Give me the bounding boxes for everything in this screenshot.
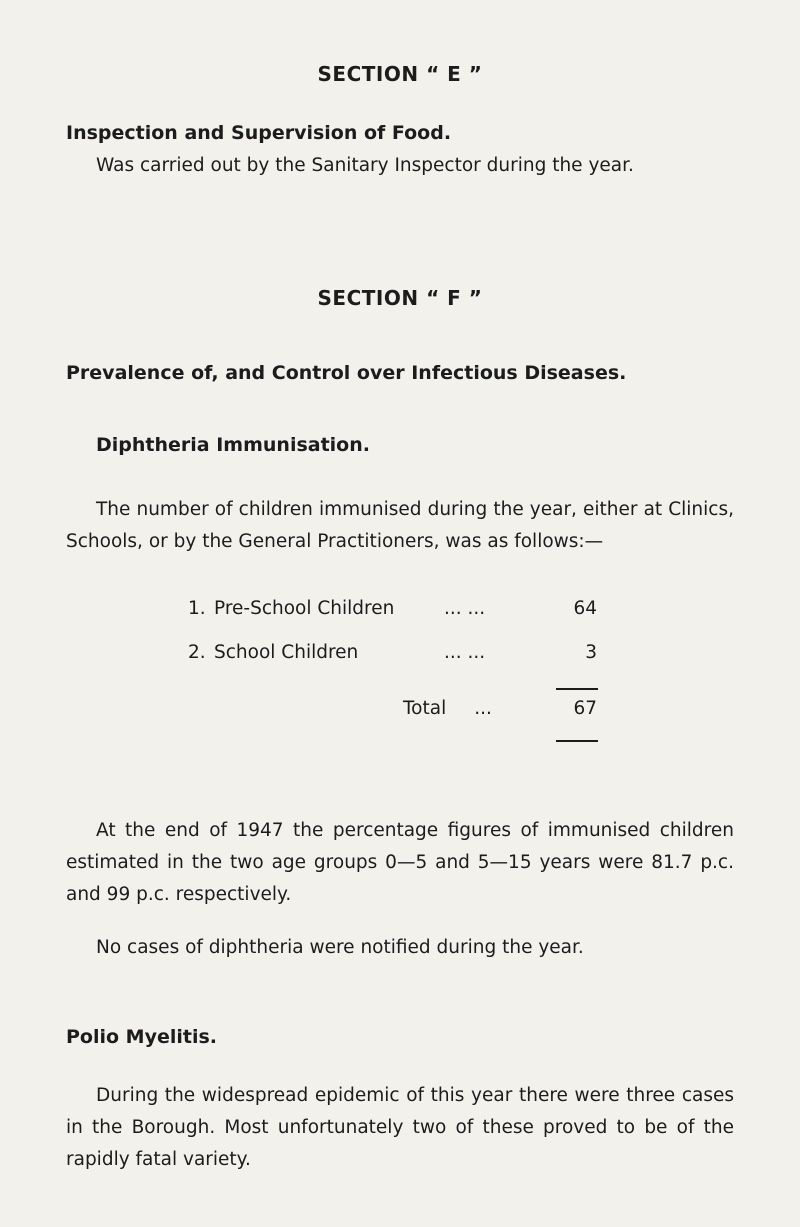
row-value: 3 bbox=[585, 642, 597, 663]
diphtheria-intro-paragraph: The number of children immunised during the year, either at Clinics, Schools, or by the General Practitioners, was as follows:— bbox=[66, 499, 734, 552]
infectious-diseases-heading: Prevalence of, and Control over Infectious Diseases. bbox=[66, 362, 627, 384]
no-cases-text: No cases of diphtheria were notified during the year. bbox=[96, 937, 584, 958]
row-label: Pre-School Children bbox=[214, 598, 395, 619]
polio-heading: Polio Myelitis. bbox=[66, 1026, 217, 1048]
total-top-rule bbox=[556, 688, 598, 690]
row-label: School Children bbox=[214, 642, 359, 663]
total-value: 67 bbox=[573, 698, 597, 719]
percentage-paragraph: At the end of 1947 the percentage figures of immunised children estimated in the two age groups 0—5 and 5—15 years were 81.7 p.c. and 99 p.c. respectively. bbox=[66, 820, 734, 905]
row-number: 1. bbox=[188, 598, 206, 619]
food-inspection-heading: Inspection and Supervision of Food. bbox=[66, 122, 452, 144]
diphtheria-heading: Diphtheria Immunisation. bbox=[96, 434, 370, 456]
section-f-title: SECTION “ F ” bbox=[317, 286, 483, 310]
immunisation-row bbox=[188, 642, 486, 663]
row-number: 2. bbox=[188, 642, 206, 663]
row-leader-dots: ... ... bbox=[444, 642, 486, 663]
section-e-title: SECTION “ E ” bbox=[317, 62, 483, 86]
row-leader-dots: ... ... bbox=[444, 598, 486, 619]
total-bottom-rule bbox=[556, 740, 598, 742]
food-inspection-text: Was carried out by the Sanitary Inspector during the year. bbox=[96, 155, 634, 176]
row-value: 64 bbox=[573, 598, 597, 619]
total-row bbox=[403, 698, 492, 719]
polio-paragraph: During the widespread epidemic of this year there were three cases in the Borough. Most unfortunately two of these proved to be of the rapidly fatal variety. bbox=[66, 1085, 734, 1170]
immunisation-row bbox=[188, 598, 486, 619]
total-leader-dots: ... bbox=[474, 698, 492, 719]
total-label: Total bbox=[403, 698, 447, 719]
